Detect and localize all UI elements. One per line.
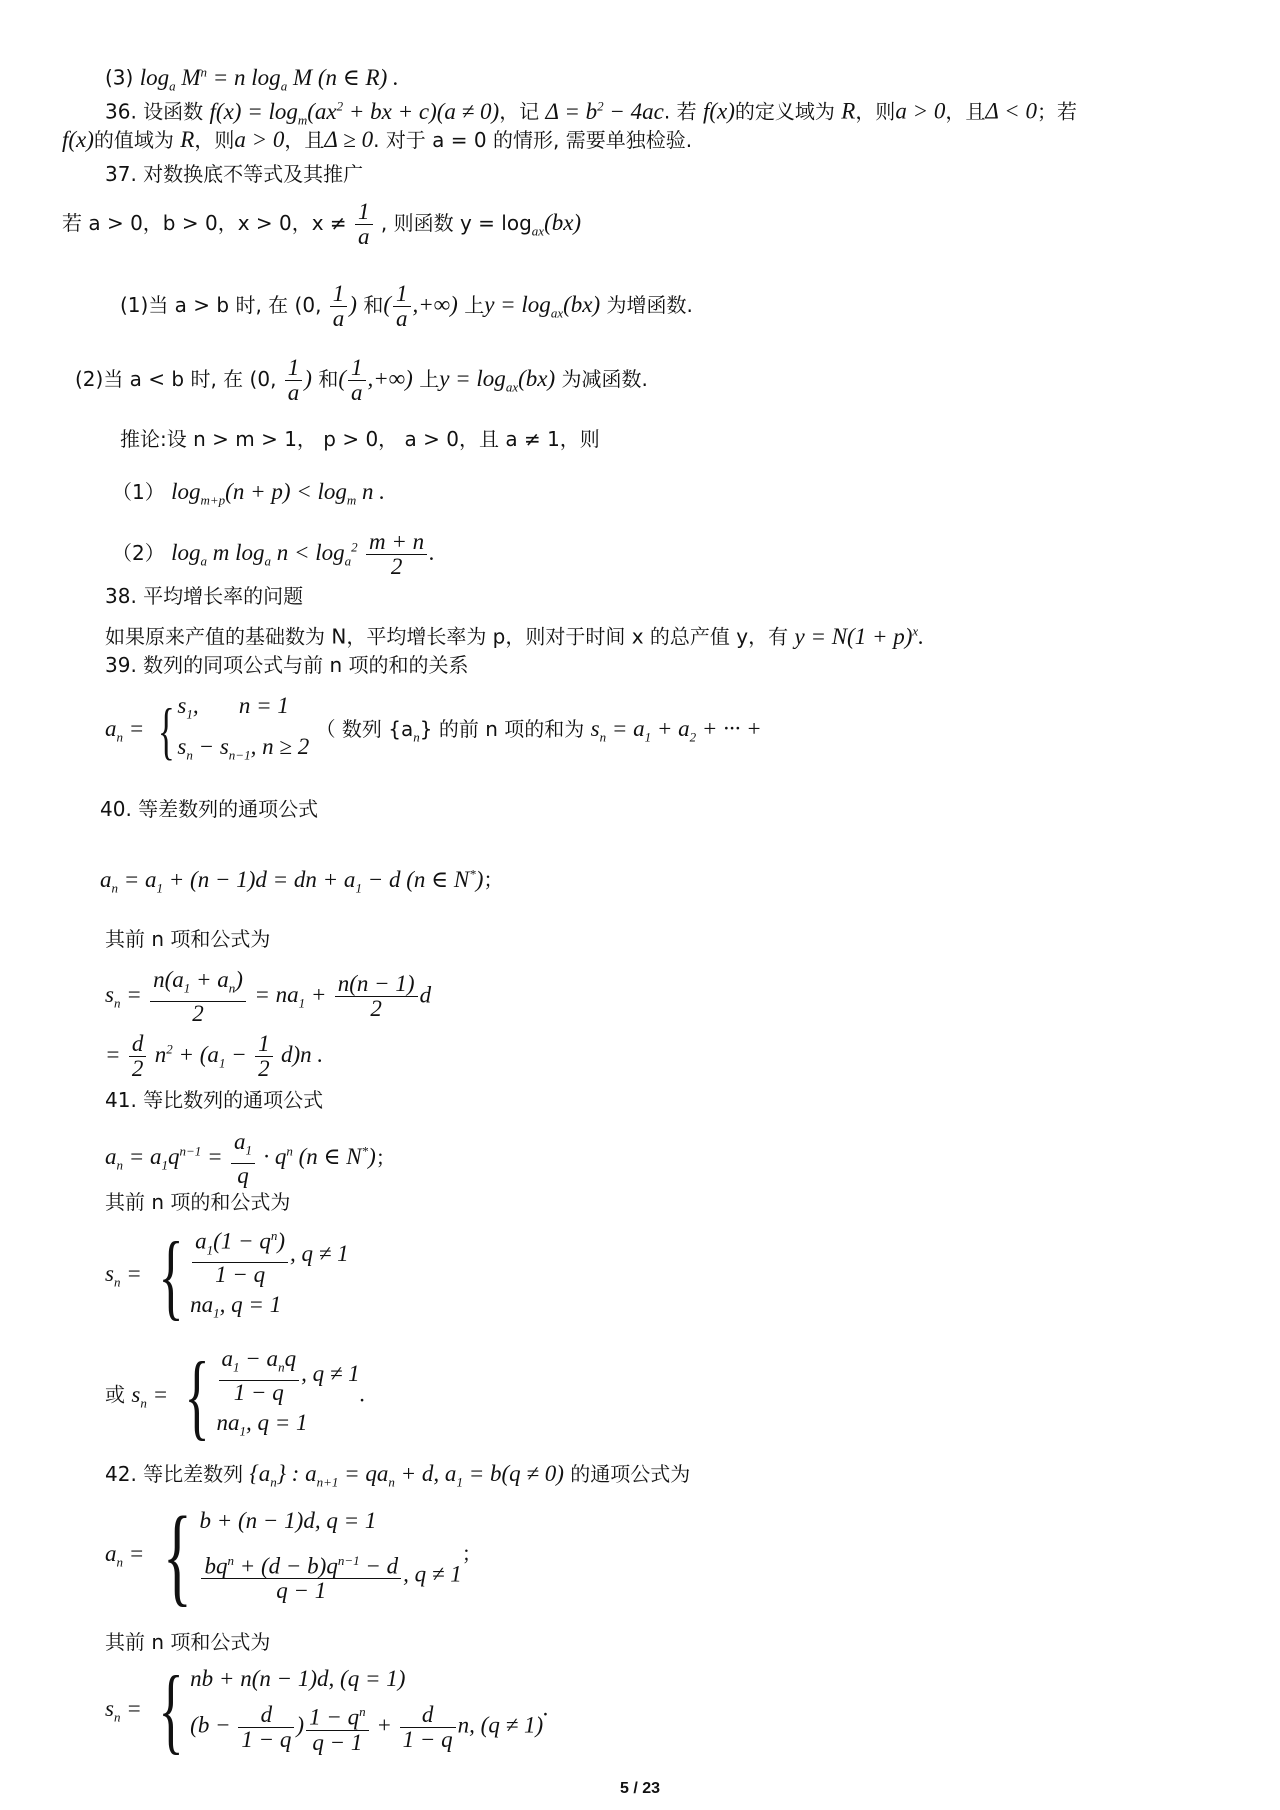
i39-paren2: } 的前 n 项的和为 <box>419 717 585 742</box>
item-39-title: 39. 数列的同项公式与前 n 项的和的关系 <box>105 653 469 677</box>
or-label: 或 <box>105 1382 125 1407</box>
inc-text: 为增函数. <box>606 293 693 317</box>
item-42-sum-label: 其前 n 项和公式为 <box>105 1630 271 1654</box>
item-40-sum2: = $\frac{d}{2}$ $n^2 + (a_1$ − $\frac{1}{2}$ d)n . <box>105 1031 324 1081</box>
item-38-text: 如果原来产值的基础数为 N，平均增长率为 p，则对于时间 x 的总产值 y，有 $y = N(1 + p)^x$. <box>105 623 924 649</box>
corollary: 推论:设 n > m > 1， p > 0， a > 0，且 a ≠ 1，则 <box>120 427 600 451</box>
item-36-line2: f(x)的值域为 R，则a > 0，且Δ ≥ 0. 对于 a = 0 的情形, 需要单独检验. <box>62 127 693 152</box>
item-40-sum: $s_n$ = $\frac{n(a_1 + a_n)}{2}$ = $na_1$ + $\frac{n(n - 1)}{2}$ d <box>105 967 432 1026</box>
p2-text: (2)当 a < b 时, 在 (0, <box>75 367 277 391</box>
item-42-tail: 的通项公式为 <box>570 1462 691 1486</box>
dec-text: 为减函数. <box>561 367 648 391</box>
def-domain-text: 的定义域为 <box>734 99 835 124</box>
item-36-tail: 对于 a = 0 的情形, 需要单独检验. <box>385 128 693 152</box>
item-42-title: 42. 等比差数列 $\{a_n\}$ : $a_{n+1} = qa_n + d$, $a_1 = b(q \ne 0)$ 的通项公式为 <box>105 1461 691 1490</box>
item-42-formula: $a_n$ = { b + (n − 1)d, q = 1 $\frac{bq^n + (d - b)q^{n-1} - d}{q - 1}$ , q ≠ 1 ； <box>105 1494 482 1616</box>
item-39-formula: $a_n$ = { $s_1$, n = 1 $s_n - s_{n-1}$, n ≥ 2 （ 数列 $\{a_n\}$ 的前 n 项的和为 $s_n = a_1 + a_2$ + ··· + <box>105 693 762 766</box>
corollary-1: （1） $\log_{m+p}(n + p) < \log_m n$ . <box>112 479 386 508</box>
item-36-label: 36. 设函数 <box>105 99 204 124</box>
corollary-2: （2） $\log_a m$ $\log_a n < \log_a^2$ $\frac{m + n}{2}$ . <box>112 529 435 579</box>
page-number: 5 / 23 <box>619 1780 661 1797</box>
item-38-title: 38. 平均增长率的问题 <box>105 584 304 608</box>
c1-label: （1） <box>112 480 165 504</box>
item-40-sum-label: 其前 n 项和公式为 <box>105 927 271 951</box>
label: (3) <box>105 65 134 90</box>
function-text: 则函数 y = log <box>393 211 532 235</box>
item-40-title: 40. 等差数列的通项公式 <box>100 797 319 821</box>
item-37-p1: (1)当 a > b 时, 在 (0, $\frac{1}{a}$ ) 和( $\frac{1}{a}$ ,+∞) 上$y = \log_{ax}(bx)$ 为增函数. <box>120 281 693 331</box>
formula-line-3: (3) $\log_a M^n = n$ $\log_a M$ (n ∈ R) . <box>105 64 399 94</box>
growth-text: 如果原来产值的基础数为 N，平均增长率为 p，则对于时间 x 的总产值 y，有 <box>105 624 789 649</box>
item-41-sum-label: 其前 n 项的和公式为 <box>105 1190 291 1214</box>
range-text: 的值域为 <box>93 128 174 152</box>
item-42-label: 42. 等比差数列 <box>105 1462 244 1486</box>
i39-paren: （ 数列 {a <box>315 717 414 742</box>
item-41-sum: $s_n$ = { $\frac{a_1(1 - q^n)}{1 - q}$ , q ≠ 1 $na_1$, q = 1 <box>105 1221 349 1329</box>
item-41-sum-alt: 或 $s_n$ = { $\frac{a_1 - a_nq}{1 - q}$ , q ≠ 1 $na_1$, q = 1 . <box>105 1342 366 1450</box>
item-37-title: 37. 对数换底不等式及其推广 <box>105 162 364 186</box>
p1-text: (1)当 a > b 时, 在 (0, <box>120 293 322 317</box>
item-41-title: 41. 等比数列的通项公式 <box>105 1088 324 1112</box>
item-42-sum: $s_n$ = { nb + n(n − 1)d, (q = 1) (b − $\frac{d}{1 - q}$ ) $\frac{1 - q^n}{q - 1}$ + $\frac{d}{1 - q}$ n, (q ≠ 1) . <box>105 1656 549 1763</box>
condition-text: 若 a > 0，b > 0，x > 0，x ≠ <box>62 211 347 235</box>
item-36-line1: 36. 设函数 $f(x) = \log_m(ax^2$ + bx + c)(a ≠ 0)，记 $\Delta = b^2 - 4ac$. 若 f(x)的定义域为 R，则a > 0，且Δ < 0；若 <box>105 98 1077 128</box>
item-37-condition: 若 a > 0，b > 0，x > 0，x ≠ $\frac{1}{a}$ , 则函数 $y = \log_{ax}(bx)$ <box>62 199 582 249</box>
c2-label: （2） <box>112 541 165 565</box>
item-40-formula: $a_n = a_1 + (n - 1)d$ = dn + $a_1 - d$ (n ∈ N*)； <box>100 866 504 896</box>
item-41-formula: $a_n = a_1q^{n-1}$ = $\frac{a_1}{q}$ · $q^n$ (n ∈ N*)； <box>105 1129 396 1188</box>
item-37-p2: (2)当 a < b 时, 在 (0, $\frac{1}{a}$ ) 和( $\frac{1}{a}$ ,+∞) 上$y = \log_{ax}(bx)$ 为减函数. <box>75 355 648 405</box>
